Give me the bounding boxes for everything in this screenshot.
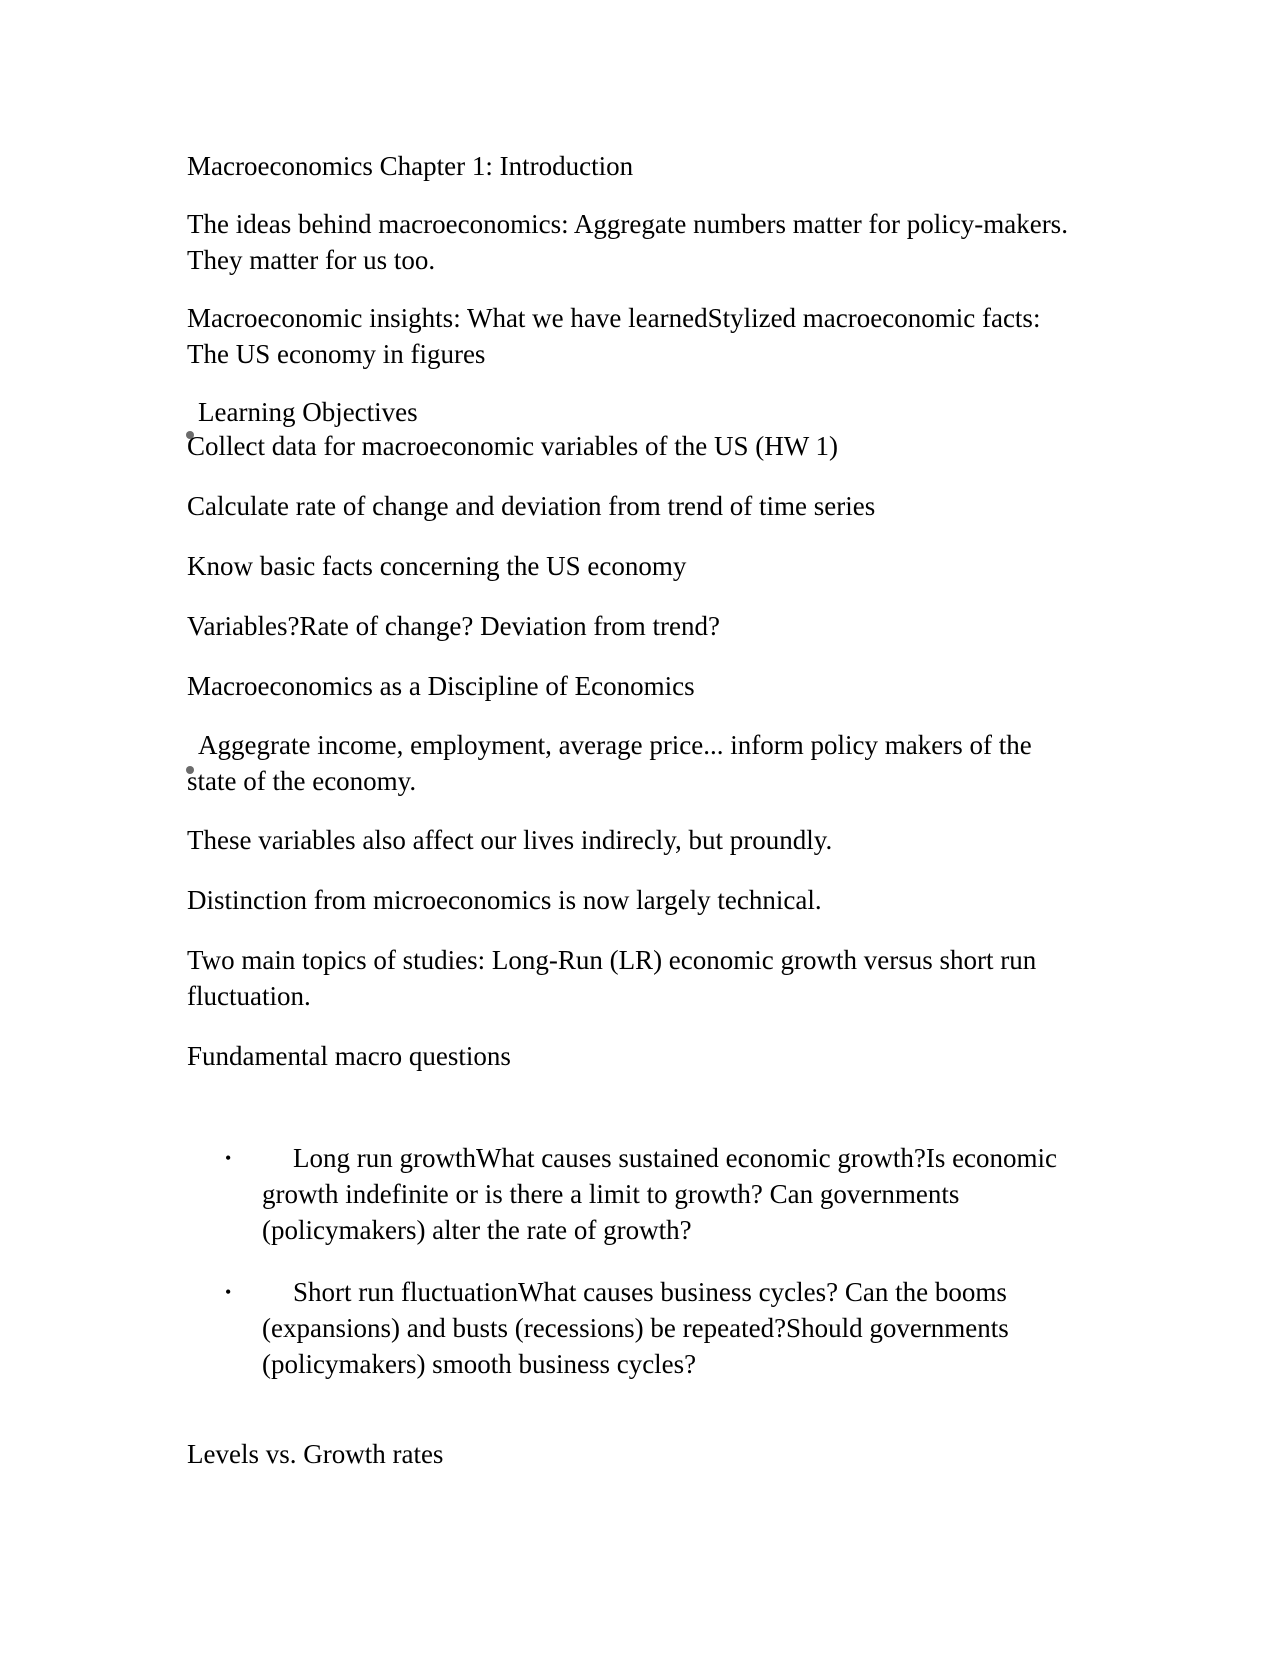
paragraph-discipline: Macroeconomics as a Discipline of Economics	[187, 671, 695, 701]
paragraph-insights: Macroeconomic insights: What we have learnedStylized macroeconomic facts: The US economy in figures	[187, 303, 1041, 369]
bullet-text: Long run growthWhat causes sustained economic growth?Is economic growth indefinite or is there a limit to growth? Can governments (policymakers) alter the rate of growth?	[262, 1143, 1058, 1245]
paragraph-aggregate: Aggegrate income, employment, average price... inform policy makers of the state of the economy.	[187, 730, 1032, 796]
macro-questions-list	[187, 1140, 1087, 1408]
paragraph-variables: Variables?Rate of change? Deviation from trend?	[187, 611, 721, 641]
paragraph-ideas: The ideas behind macroeconomics: Aggregate numbers matter for policy-makers. They matter for us too.	[187, 209, 1068, 275]
paragraph-calculate: Calculate rate of change and deviation from trend of time series	[187, 491, 876, 521]
bullet-text: Short run fluctuationWhat causes business cycles? Can the booms (expansions) and busts (recessions) be repeated?Should governments (policymakers) smooth business cycles?	[262, 1277, 1009, 1379]
paragraph-topics: Two main topics of studies: Long-Run (LR) economic growth versus short run fluctuation.	[187, 945, 1037, 1011]
paragraph-collect: Collect data for macroeconomic variables of the US (HW 1)	[187, 431, 839, 461]
list-item	[187, 1140, 1087, 1248]
document-title: Macroeconomics Chapter 1: Introduction	[187, 151, 634, 181]
learning-objectives-heading: Learning Objectives	[198, 397, 418, 427]
bullet-icon: •	[225, 1148, 232, 1168]
paragraph-affect: These variables also affect our lives indirecly, but proundly.	[187, 825, 833, 855]
paragraph-levels: Levels vs. Growth rates	[187, 1439, 444, 1469]
paragraph-distinction: Distinction from microeconomics is now largely technical.	[187, 885, 822, 915]
paragraph-fundamental: Fundamental macro questions	[187, 1041, 511, 1071]
paragraph-know: Know basic facts concerning the US economy	[187, 551, 687, 581]
bullet-icon: •	[225, 1282, 232, 1302]
list-item	[187, 1274, 1087, 1382]
